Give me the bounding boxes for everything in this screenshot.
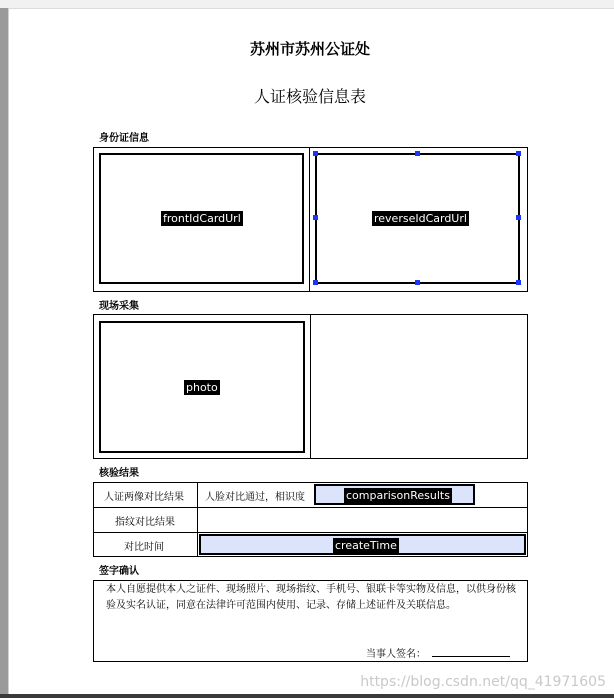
selection-handle-n[interactable]	[415, 151, 420, 156]
reverse-id-card-field[interactable]: reverseIdCardUrl	[374, 212, 467, 225]
section-label-verify-result: 核验结果	[99, 468, 139, 479]
ruler-top	[0, 0, 614, 9]
selection-handle-w[interactable]	[313, 215, 318, 220]
result-table-row-divider-1	[93, 507, 528, 508]
org-title: 苏州市苏州公证处	[249, 40, 370, 58]
face-compare-label: 人证两像对比结果	[104, 492, 184, 503]
party-signature-label: 当事人签名：	[366, 649, 426, 660]
id-card-divider	[309, 147, 310, 292]
photo-field[interactable]: photo	[186, 381, 218, 394]
selection-handle-se[interactable]	[516, 280, 521, 285]
front-id-card-field[interactable]: frontIdCardUrl	[163, 212, 241, 225]
consent-statement: 本人自愿提供本人之证件、现场照片、现场指纹、手机号、银联卡等实物及信息，以供身份核验及实名认证，同意在法律许可范围内使用、记录、存储上述证件及关联信息。	[106, 584, 516, 611]
section-label-id-card: 身份证信息	[99, 133, 149, 144]
compare-time-label: 对比时间	[124, 542, 164, 553]
create-time-field[interactable]: createTime	[335, 539, 397, 552]
create-time-highlight[interactable]	[199, 534, 526, 555]
on-site-divider	[310, 314, 311, 459]
bottom-bar	[0, 694, 614, 698]
page-edge	[8, 8, 9, 698]
selection-handle-sw[interactable]	[313, 280, 318, 285]
result-table-col-divider	[197, 482, 198, 557]
signature-line[interactable]	[432, 656, 510, 657]
selection-handle-s[interactable]	[415, 280, 420, 285]
watermark: https://blog.csdn.net/qq_41971605	[360, 674, 606, 690]
comparison-results-field[interactable]: comparisonResults	[346, 489, 450, 502]
comparison-results-highlight[interactable]	[314, 484, 475, 505]
selection-handle-e[interactable]	[516, 215, 521, 220]
fingerprint-compare-label: 指纹对比结果	[115, 517, 175, 528]
result-table-row-divider-2	[93, 532, 528, 533]
selection-handle-ne[interactable]	[516, 151, 521, 156]
section-label-on-site: 现场采集	[99, 301, 139, 312]
ruler-left	[0, 8, 8, 698]
face-compare-prefix: 人脸对比通过，相识度	[205, 492, 305, 503]
section-label-signature: 签字确认	[99, 566, 139, 577]
selection-handle-nw[interactable]	[313, 151, 318, 156]
form-title: 人证核验信息表	[253, 87, 366, 106]
